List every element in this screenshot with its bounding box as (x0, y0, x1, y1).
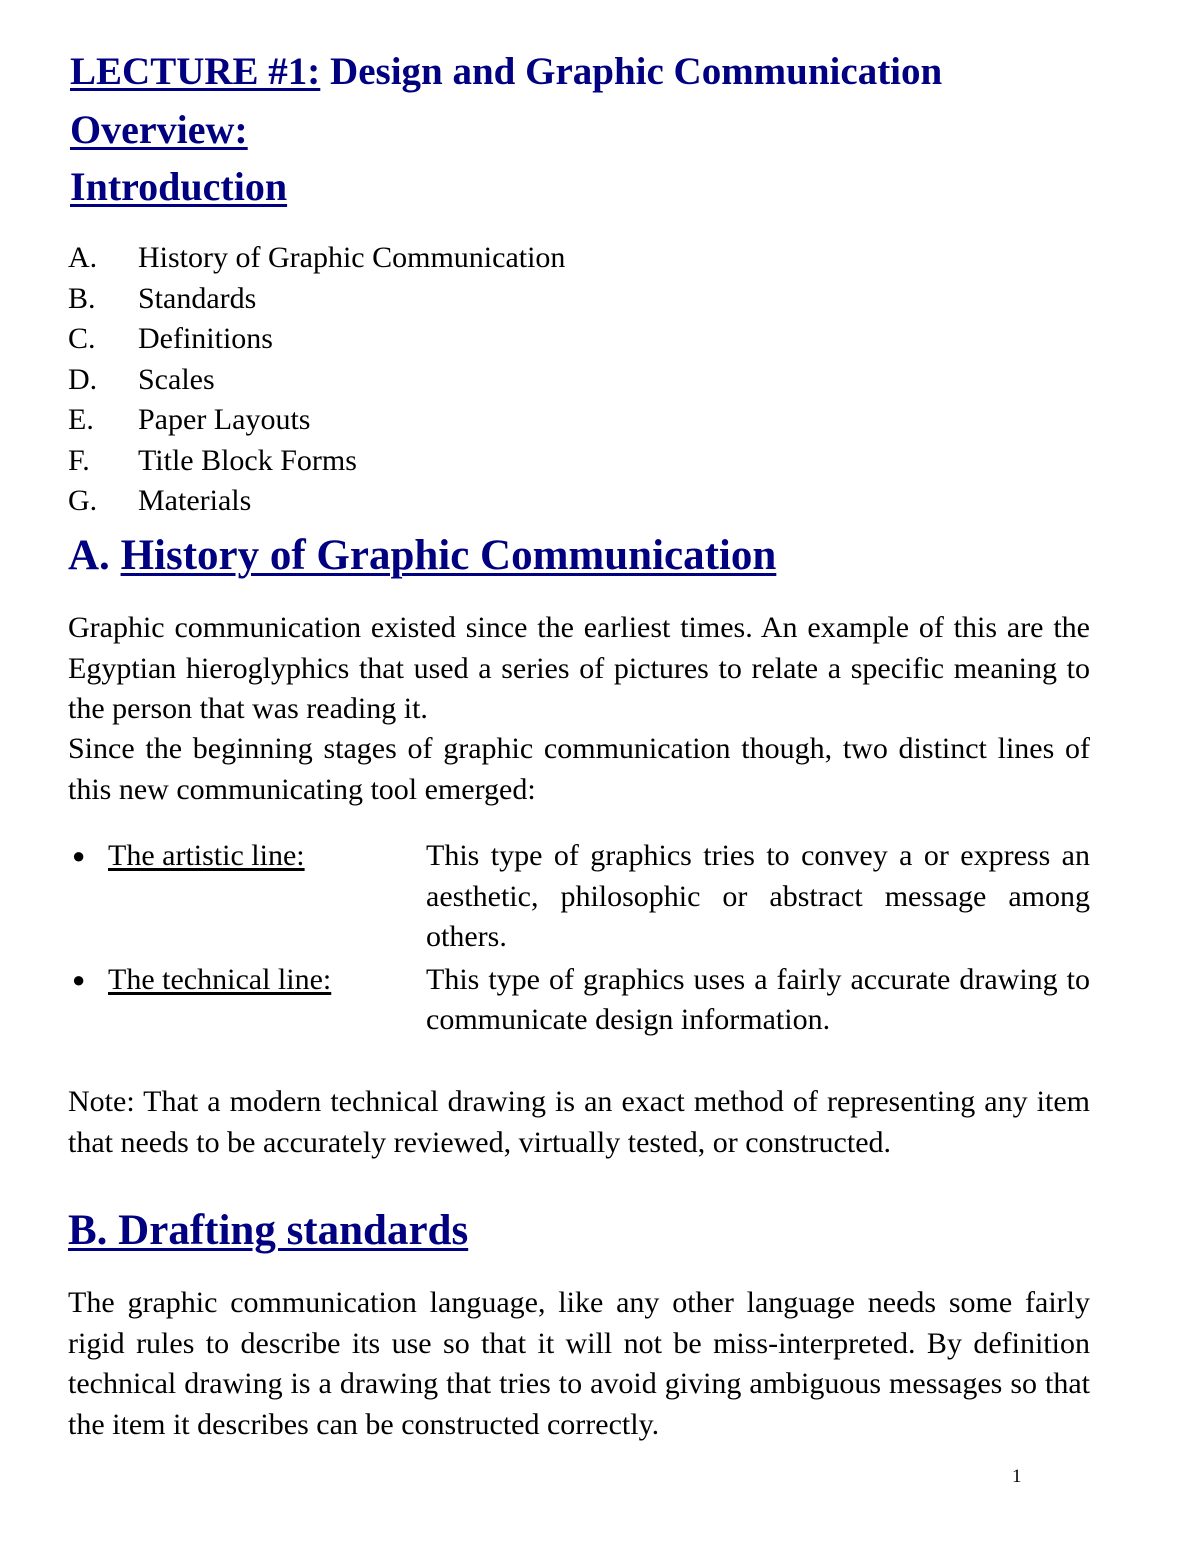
toc-text: Standards (138, 281, 257, 315)
bullet-item (68, 836, 1090, 958)
lecture-label: LECTURE #1: (70, 50, 321, 93)
lecture-title-text: Design and Graphic Communication (320, 50, 943, 93)
section-b-heading (68, 1205, 468, 1257)
introduction-heading (70, 163, 287, 211)
bullet-term: The technical line: (108, 962, 332, 996)
bullet-term: The artistic line: (108, 839, 305, 872)
toc-letter: F. (68, 443, 90, 477)
lines-bullet-list (68, 836, 1090, 1043)
bullet-description: This type of graphics uses a fairly accurate drawing to communicate design information. (426, 962, 1090, 1036)
toc-letter: E. (68, 403, 94, 436)
lecture-title (70, 48, 942, 96)
toc-item (68, 441, 565, 482)
toc-item (68, 400, 565, 441)
toc-text: Definitions (138, 322, 273, 355)
toc-text: History of Graphic Communication (138, 241, 566, 274)
toc-item (68, 319, 565, 360)
section-a-paragraph-1: Graphic communication existed since the earliest times. An example of this are the Egyptian hieroglyphics that used a series of pictures to relate a specific meaning to the person that was reading it. (68, 611, 1090, 725)
bullet-item (68, 960, 1090, 1041)
toc-letter: B. (68, 281, 96, 315)
section-b-paragraph-1: The graphic communication language, like any other language needs some fairly rigid rules to describe its use so that it will not be miss-interpreted. By definition technical drawing is a drawing that tries to avoid giving ambiguous messages so that the item it describes can be constructed correctly. (68, 1286, 1090, 1441)
toc-item (68, 481, 565, 522)
bullet-dot-icon: ● (72, 843, 86, 868)
toc-letter: D. (68, 362, 98, 396)
toc-letter: A. (68, 241, 98, 274)
note-paragraph: Note: That a modern technical drawing is an exact method of representing any item that needs to be accurately reviewed, virtually tested, or constructed. (68, 1085, 1090, 1159)
overview-text: Overview: (70, 107, 248, 152)
page-number: 1 (1012, 1466, 1022, 1487)
toc-text: Title Block Forms (138, 443, 357, 477)
table-of-contents (68, 238, 565, 522)
introduction-text: Introduction (70, 164, 288, 209)
toc-item (68, 360, 565, 401)
section-a-paragraph-2: Since the beginning stages of graphic communication though, two distinct lines of this new communicating tool emerged: (68, 732, 1090, 806)
bullet-dot-icon: ● (72, 966, 86, 992)
toc-item (68, 279, 565, 320)
bullet-description: This type of graphics tries to convey a or express an aesthetic, philosophic or abstract message among others. (426, 839, 1090, 953)
toc-text: Paper Layouts (138, 403, 311, 436)
section-b-title: B. Drafting standards (68, 1207, 469, 1254)
toc-item (68, 238, 565, 279)
section-a-letter: A. (68, 532, 121, 579)
section-a-title: History of Graphic Communication (120, 532, 777, 579)
toc-text: Materials (138, 484, 252, 517)
toc-text: Scales (138, 362, 215, 396)
overview-heading (70, 106, 248, 154)
section-a-heading (68, 530, 776, 582)
toc-letter: C. (68, 322, 96, 355)
toc-letter: G. (68, 484, 98, 517)
